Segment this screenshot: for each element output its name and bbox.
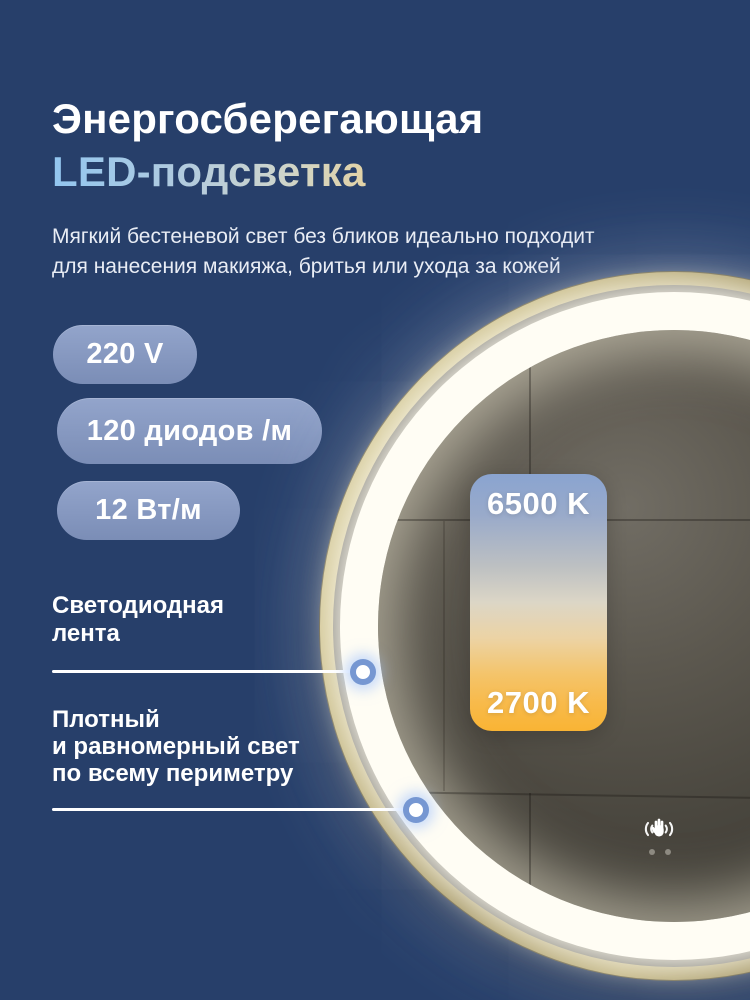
callout-pointer-dot: [350, 659, 376, 685]
headline: [52, 92, 483, 198]
cool-temperature-label: 6500 K: [487, 486, 590, 521]
callout-led-strip-label: [52, 592, 224, 648]
callout-uniform-light-line-2: и равномерный свет: [52, 733, 300, 760]
subtitle-line-1: Мягкий бестеневой свет без бликов идеально подходит: [52, 225, 595, 248]
warm-temperature-label: 2700 K: [487, 685, 590, 720]
headline-line-1: Энергосберегающая: [52, 95, 484, 142]
callout-pointer-dot: [403, 797, 429, 823]
sensor-indicator-dot: [665, 849, 671, 855]
callout-led-strip-line-2: лента: [52, 620, 120, 647]
subtitle-line-2: для нанесения макияжа, бритья или ухода за кожей: [52, 255, 561, 278]
tile-seam: [443, 521, 445, 791]
hand-gesture-icon: [641, 815, 677, 843]
callout-leader-line: [52, 670, 364, 673]
subtitle: [52, 222, 595, 282]
tile-seam: [529, 793, 531, 922]
spec-badge-led-density: 120 диодов /м: [57, 398, 322, 464]
callout-uniform-light-line-1: Плотный: [52, 706, 160, 733]
spec-badge-voltage: 220 V: [53, 325, 197, 384]
color-temperature-scale: [470, 474, 607, 731]
callout-leader-line: [52, 808, 417, 811]
spec-badge-power: 12 Вт/м: [57, 481, 240, 540]
headline-line-2: LED-подсветка: [52, 145, 483, 198]
callout-uniform-light-line-3: по всему периметру: [52, 760, 294, 787]
sensor-indicator-dot: [649, 849, 655, 855]
callout-led-strip-line-1: Светодиодная: [52, 592, 224, 619]
callout-uniform-light-label: [52, 706, 300, 787]
